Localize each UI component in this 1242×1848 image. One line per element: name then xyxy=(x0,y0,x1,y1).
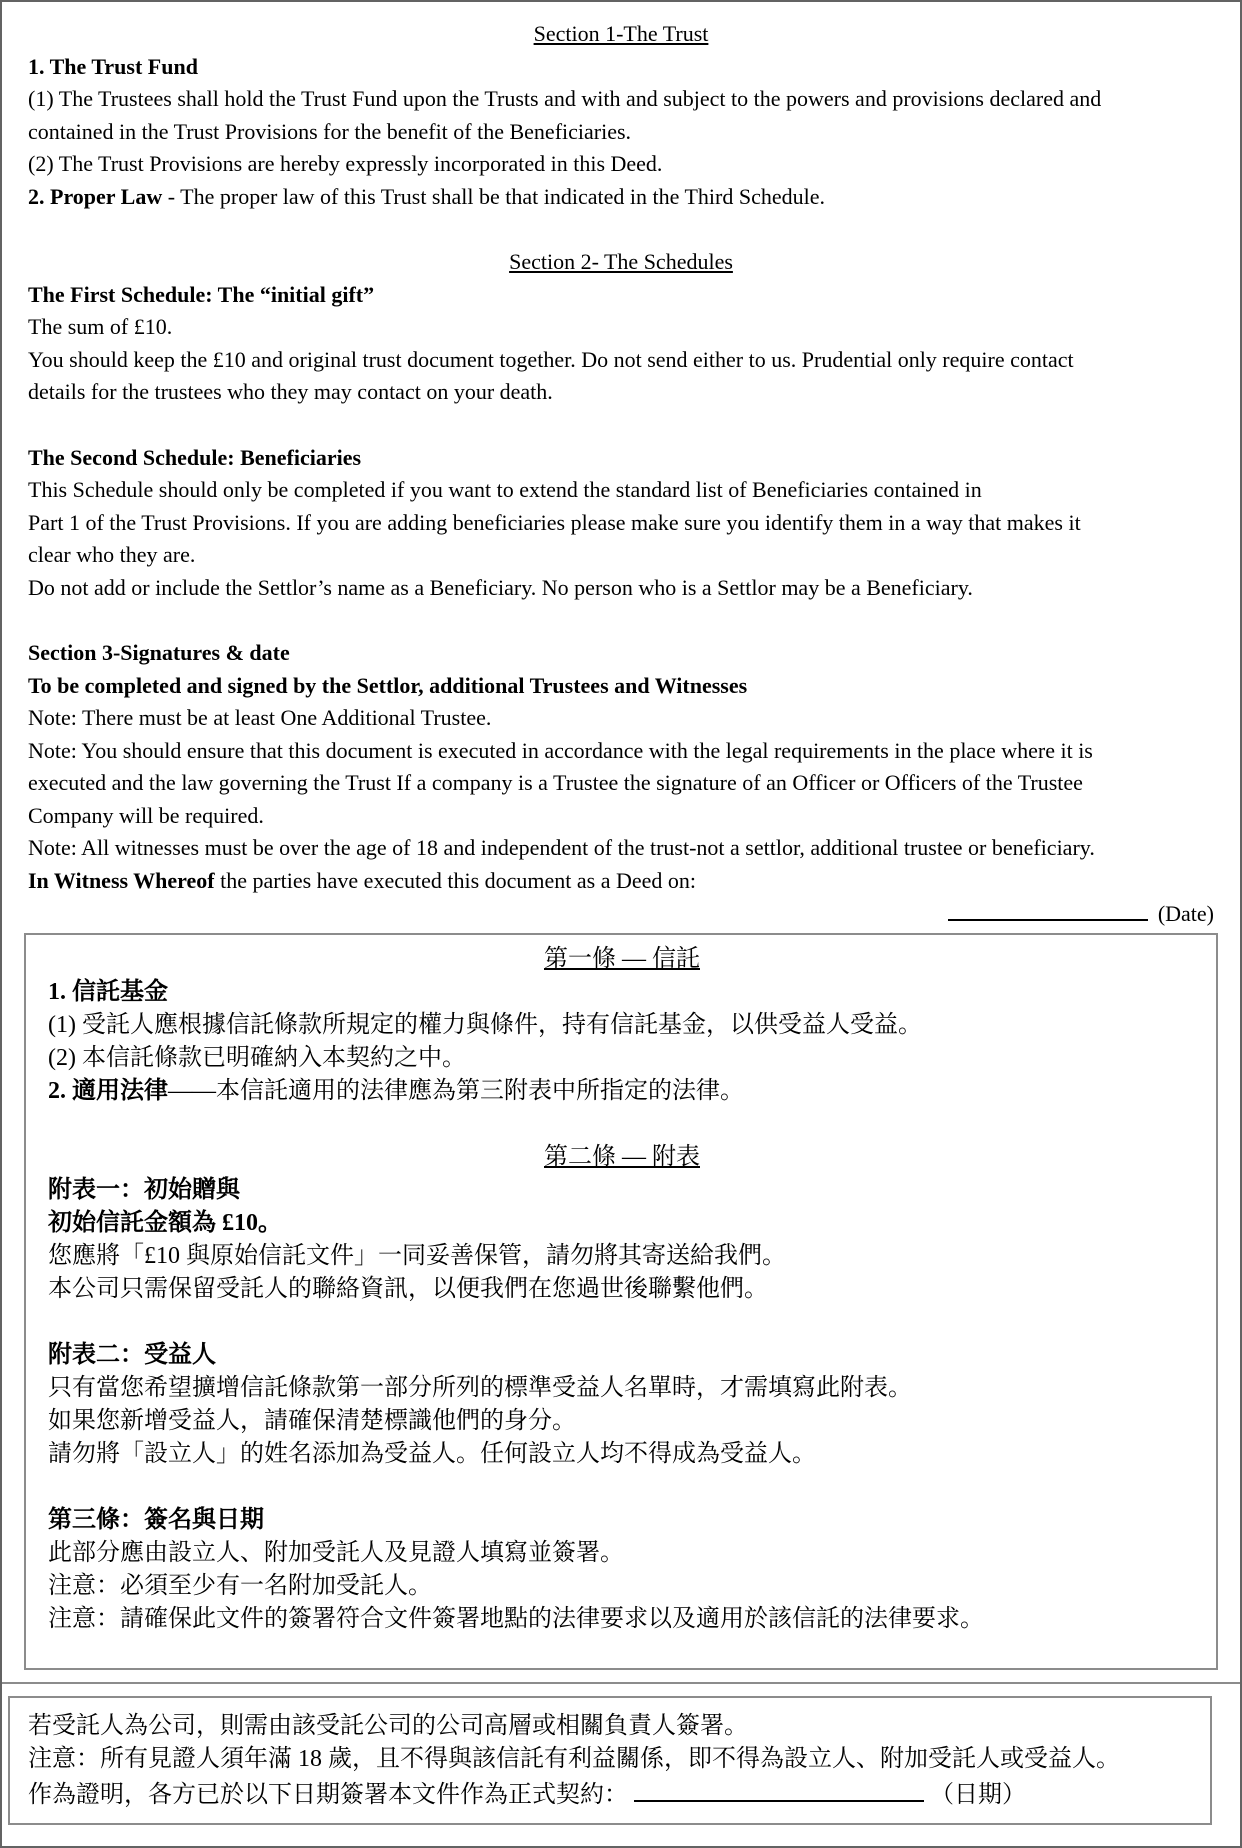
cn-initial-amount-line: 初始信託金額為 £10。 xyxy=(48,1209,282,1236)
cn-section2-heading: 第二條 — 附表 xyxy=(544,1143,700,1170)
note-line: Note: You should ensure that this document is executed in accordance with the legal requirements in the place where it is xyxy=(28,737,1093,763)
proper-law-line: 2. Proper Law - The proper law of this Trust shall be that indicated in the Third Schedule. xyxy=(28,183,825,209)
paragraph-line: contained in the Trust Provisions for the benefit of the Beneficiaries. xyxy=(28,118,632,144)
paragraph-line: (1) 受託人應根據信託條款所規定的權力與條件，持有信託基金，以供受益人受益。 xyxy=(48,1011,922,1038)
cn-date-line: 作為證明，各方已於以下日期簽署本文件作為正式契約： （日期） xyxy=(28,1776,1192,1812)
note-line: Note: There must be at least One Additional Trustee. xyxy=(28,705,492,730)
section2-heading: Section 2- The Schedules xyxy=(509,249,733,274)
spacer xyxy=(48,1306,1196,1339)
note-line: 注意：必須至少有一名附加受託人。 xyxy=(48,1572,432,1599)
note-line: Company will be required. xyxy=(28,802,264,828)
trust-fund-heading: 1. The Trust Fund xyxy=(28,53,198,79)
spacer xyxy=(48,1471,1196,1504)
paragraph-line: You should keep the £10 and original trust document together. Do not send either to us. Prudential only require contact xyxy=(28,346,1074,372)
note-line: 注意：所有見證人須年滿 18 歲，且不得與該信託有利益關係，即不得為設立人、附加受託人或受益人。 xyxy=(28,1745,1120,1772)
paragraph-line: 若受託人為公司，則需由該受託公司的公司高層或相關負責人簽署。 xyxy=(28,1712,748,1739)
paragraph-line: (2) The Trust Provisions are hereby expressly incorporated in this Deed. xyxy=(28,151,663,176)
cn-section3-heading: 第三條：簽名與日期 xyxy=(48,1506,264,1533)
note-line: executed and the law governing the Trust If a company is a Trustee the signature of an Officer or Officers of the Trustee xyxy=(28,770,1083,795)
paragraph-line: clear who they are. xyxy=(28,542,196,567)
paragraph-line: 如果您新增受益人，請確保清楚標識他們的身分。 xyxy=(48,1407,576,1434)
chinese-signature-box xyxy=(8,1696,1212,1825)
cn-date-label: （日期） xyxy=(930,1781,1026,1808)
paragraph-line: This Schedule should only be completed if you want to extend the standard list of Beneficiaries contained in xyxy=(28,477,982,502)
section1-heading: Section 1-The Trust xyxy=(533,21,709,46)
date-field-blank[interactable] xyxy=(948,897,1148,921)
cn-date-field-blank[interactable] xyxy=(634,1776,924,1802)
first-schedule-heading: The First Schedule: The “initial gift” xyxy=(28,281,375,307)
cn-proper-law-line: 2. 適用法律——本信託適用的法律應為第三附表中所指定的法律。 xyxy=(48,1077,744,1104)
cn-schedule1-heading: 附表一：初始贈與 xyxy=(48,1176,240,1203)
paragraph-line: 只有當您希望擴增信託條款第一部分所列的標準受益人名單時，才需填寫此附表。 xyxy=(48,1374,912,1401)
spacer xyxy=(28,409,1214,442)
english-section xyxy=(2,2,1240,931)
signing-instruction-heading: To be completed and signed by the Settlor, additional Trustees and Witnesses xyxy=(28,672,748,698)
spacer xyxy=(48,1108,1196,1141)
paragraph-line: 您應將「£10 與原始信託文件」一同妥善保管，請勿將其寄送給我們。 xyxy=(48,1242,786,1269)
cn-trust-fund-heading: 1. 信託基金 xyxy=(48,978,168,1005)
section-separator-line xyxy=(2,1682,1240,1684)
paragraph-line: 此部分應由設立人、附加受託人及見證人填寫並簽署。 xyxy=(48,1539,624,1566)
note-line: 注意：請確保此文件的簽署符合文件簽署地點的法律要求以及適用於該信託的法律要求。 xyxy=(48,1605,984,1632)
paragraph-line: 請勿將「設立人」的姓名添加為受益人。任何設立人均不得成為受益人。 xyxy=(48,1440,816,1467)
date-label: (Date) xyxy=(1157,901,1214,926)
paragraph-line: details for the trustees who they may contact on your death. xyxy=(28,379,553,404)
note-line: Note: All witnesses must be over the age of 18 and independent of the trust-not a settlor, additional trustee or beneficiary. xyxy=(28,835,1095,860)
cn-schedule2-heading: 附表二：受益人 xyxy=(48,1341,216,1368)
chinese-translation-box xyxy=(24,933,1218,1670)
paragraph-line: Do not add or include the Settlor’s name as a Beneficiary. No person who is a Settlor may be a Beneficiary. xyxy=(28,574,973,600)
paragraph-line: The sum of £10. xyxy=(28,314,173,339)
date-line xyxy=(28,897,1214,931)
paragraph-line: Part 1 of the Trust Provisions. If you are adding beneficiaries please make sure you identify them in a way that makes it xyxy=(28,509,1081,535)
second-schedule-heading: The Second Schedule: Beneficiaries xyxy=(28,444,362,470)
section3-heading: Section 3-Signatures & date xyxy=(28,640,290,665)
paragraph-line: (1) The Trustees shall hold the Trust Fund upon the Trusts and with and subject to the powers and provisions declared and xyxy=(28,86,1102,111)
spacer xyxy=(28,213,1214,246)
paragraph-line: (2) 本信託條款已明確納入本契約之中。 xyxy=(48,1044,466,1071)
cn-section1-heading: 第一條 — 信託 xyxy=(544,945,700,972)
paragraph-line: 本公司只需保留受託人的聯絡資訊，以便我們在您過世後聯繫他們。 xyxy=(48,1275,768,1302)
spacer xyxy=(28,604,1214,637)
witness-whereof-line: In Witness Whereof the parties have executed this document as a Deed on: xyxy=(28,867,697,893)
